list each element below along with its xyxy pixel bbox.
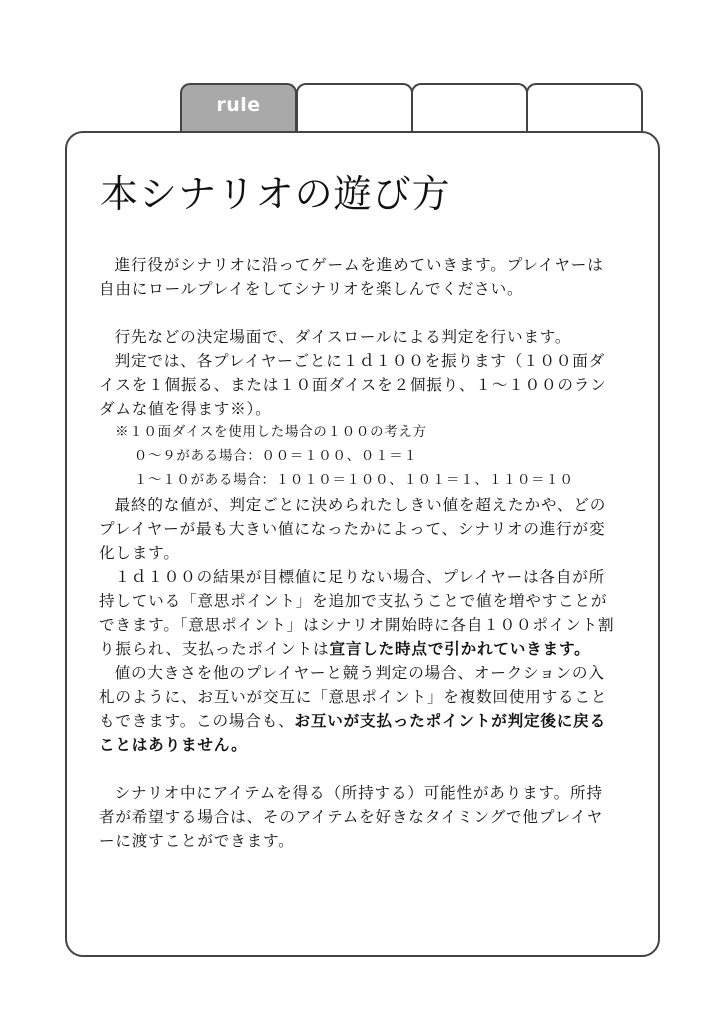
- paragraph-judgement: 判定では、各プレイヤーごとに１ｄ１００を振ります（１００面ダイスを１個振る、または１０面ダイスを２個振り、１～１００のランダムな値を得ます※）。: [99, 352, 607, 418]
- page-title: 本シナリオの遊び方: [100, 172, 451, 216]
- rule-body: [99, 253, 619, 853]
- paragraph-will-points: [99, 565, 619, 661]
- will-points-text: １ｄ１００の結果が目標値に足りない場合、プレイヤーは各自が所持している「意思ポイント」を追加で支払うことで値を増やすことができます。「意思ポイント」はシナリオ開始時に各自１００ポイント割り振られ、支払ったポイントは: [99, 568, 615, 658]
- paragraph-final-value: 最終的な値が、判定ごとに決められたしきい値を超えたかや、どのプレイヤーが最も大きい値になったかによって、シナリオの進行が変化します。: [99, 496, 607, 562]
- paragraph-auction: [99, 661, 619, 757]
- note-d10-zero-nine: ０～９がある場合：００＝１００、０１＝１: [133, 449, 418, 464]
- tab-rule-label: rule: [216, 94, 261, 116]
- will-points-emphasis: 宣言した時点で引かれていきます。: [329, 640, 591, 658]
- paragraph-dice-roll: 行先などの決定場面で、ダイスロールによる判定を行います。: [114, 328, 572, 346]
- rule-card: [65, 131, 660, 957]
- note-d10-title: ※１０面ダイスを使用した場合の１００の考え方: [115, 425, 427, 440]
- note-d10-one-ten: １～１０がある場合：１０１０＝１００、１０１＝１、１１０＝１０: [133, 473, 574, 488]
- paragraph-items: シナリオ中にアイテムを得る（所持する）可能性があります。所持者が希望する場合は、そのアイテムを好きなタイミングで他プレイヤーに渡すことができます。: [99, 784, 603, 850]
- auction-emphasis: お互いが支払ったポイントが判定後に戻ることはありません。: [99, 712, 606, 754]
- paragraph-intro: 進行役がシナリオに沿ってゲームを進めていきます。プレイヤーは自由にロールプレイをしてシナリオを楽しんでください。: [99, 256, 604, 298]
- auction-text: 値の大きさを他のプレイヤーと競う判定の場合、オークションの入札のように、お互いが交互に「意思ポイント」を複数回使用することもできます。この場合も、: [99, 664, 608, 730]
